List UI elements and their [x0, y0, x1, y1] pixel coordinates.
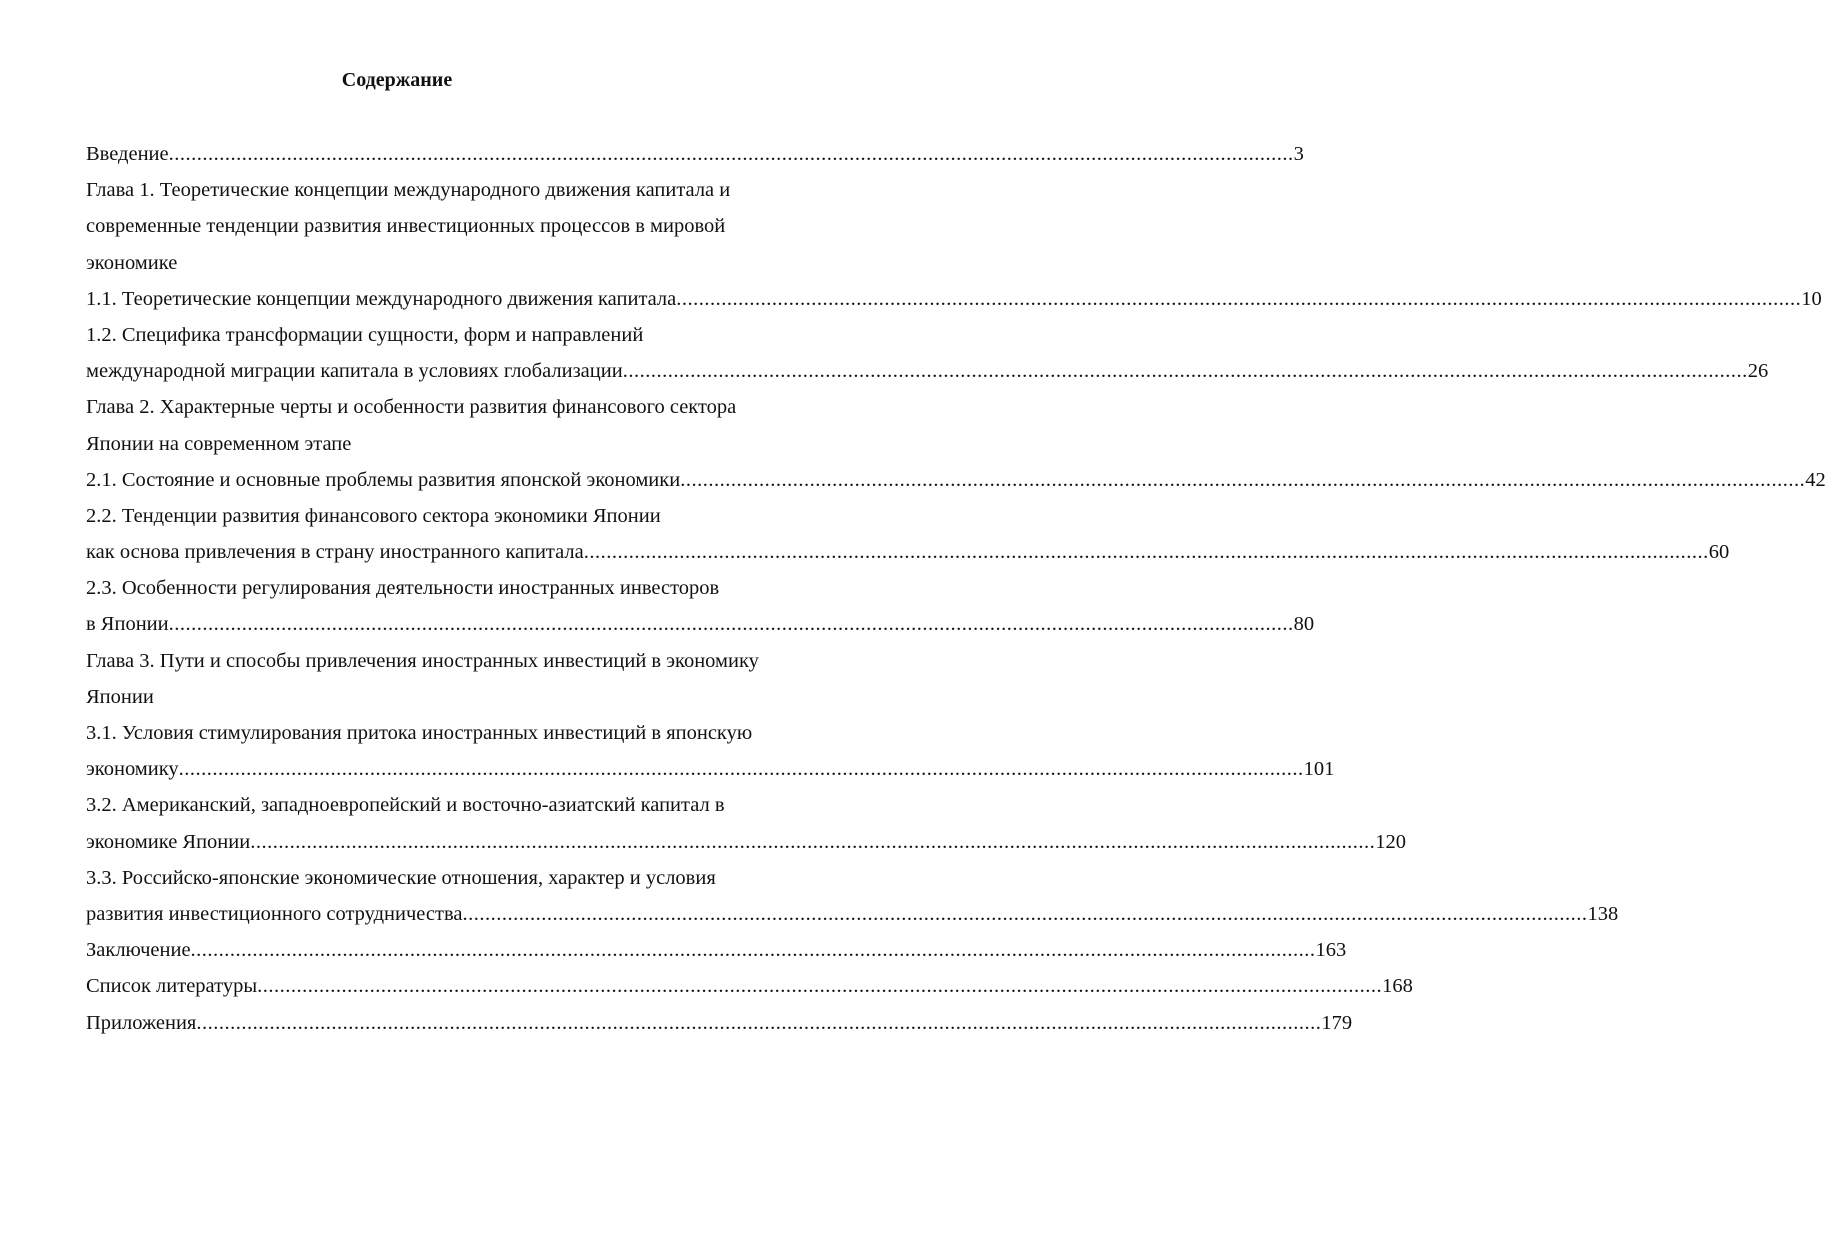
toc-page-number: 138 — [1587, 902, 1619, 925]
dot-leader: ........................................................................................................................................................................................................ — [190, 939, 1316, 962]
dot-leader: ........................................................................................................................................................................................................ — [257, 975, 1383, 998]
dot-leader: ........................................................................................................................................................................................................ — [462, 902, 1588, 925]
table-of-contents — [86, 136, 1826, 1041]
toc-chapter-2-line-2: Японии на современном этапе — [86, 432, 352, 455]
toc-entry-label: Заключение — [86, 939, 191, 962]
toc-entry-intro — [86, 136, 1304, 172]
dot-leader: ........................................................................................................................................................................................................ — [622, 360, 1748, 383]
toc-entry-label: международной миграции капитала в условиях глобализации — [86, 360, 623, 383]
dot-leader: ........................................................................................................................................................................................................ — [250, 830, 1376, 853]
toc-page-number: 3 — [1293, 143, 1304, 165]
toc-entry-label: экономике Японии — [86, 830, 251, 853]
toc-chapter-1-line-3: экономике — [86, 251, 178, 274]
dot-leader: ........................................................................................................................................................................................................ — [676, 287, 1802, 310]
toc-page-number: 60 — [1708, 541, 1730, 564]
toc-entry-label: Введение — [86, 143, 169, 165]
toc-chapter-1-line-1: Глава 1. Теоретические концепции международного движения капитала и — [86, 179, 731, 202]
dot-leader: ........................................................................................................................................................................................................ — [680, 468, 1806, 491]
toc-entry-3-2-line-1: 3.2. Американский, западноевропейский и восточно-азиатский капитал в — [86, 794, 725, 817]
toc-entry-label: в Японии — [86, 613, 169, 636]
toc-entry-appendices — [86, 1005, 1353, 1041]
dot-leader: ........................................................................................................................................................................................................ — [168, 143, 1294, 165]
toc-chapter-3-line-1: Глава 3. Пути и способы привлечения иностранных инвестиций в экономику — [86, 649, 759, 672]
toc-entry-label: 2.1. Состояние и основные проблемы развития японской экономики — [86, 468, 681, 491]
toc-entry-label: экономику — [86, 758, 179, 781]
toc-entry-3-1-line-1: 3.1. Условия стимулирования притока иностранных инвестиций в японскую — [86, 722, 753, 744]
toc-entry-conclusion — [86, 932, 1347, 968]
toc-chapter-2-line-1: Глава 2. Характерные черты и особенности развития финансового сектора — [86, 396, 737, 419]
toc-entry-2-3-line-1: 2.3. Особенности регулирования деятельности иностранных инвесторов — [86, 577, 720, 600]
toc-entry-2-3 — [86, 606, 1315, 642]
toc-entry-label: как основа привлечения в страну иностранного капитала — [86, 541, 584, 564]
toc-entry-label: 1.1. Теоретические концепции международного движения капитала — [86, 287, 677, 310]
toc-page-number: 80 — [1293, 613, 1315, 636]
toc-entry-3-2 — [86, 824, 1406, 860]
toc-page-number: 120 — [1375, 830, 1406, 853]
toc-entry-1-2-line-1: 1.2. Специфика трансформации сущности, форм и направлений — [86, 323, 644, 346]
toc-entry-3-3 — [86, 896, 1619, 932]
toc-entry-1-1 — [86, 281, 1822, 317]
toc-entry-3-3-line-1: 3.3. Российско-японские экономические отношения, характер и условия — [86, 866, 716, 889]
toc-page-number: 42 — [1805, 468, 1826, 491]
toc-page-number: 179 — [1321, 1011, 1353, 1034]
toc-entry-2-1 — [86, 462, 1826, 498]
toc-page-number: 26 — [1747, 360, 1769, 383]
dot-leader: ........................................................................................................................................................................................................ — [196, 1011, 1322, 1034]
toc-chapter-1-line-2: современные тенденции развития инвестиционных процессов в мировой — [86, 215, 726, 238]
toc-entry-label: Список литературы — [86, 975, 258, 998]
page-title: Содержание — [341, 69, 453, 91]
toc-entry-2-2-line-1: 2.2. Тенденции развития финансового сектора экономики Японии — [86, 504, 661, 527]
toc-entry-1-2 — [86, 353, 1769, 389]
toc-entry-label: Приложения — [86, 1011, 197, 1034]
toc-page-number: 168 — [1382, 975, 1413, 998]
dot-leader: ........................................................................................................................................................................................................ — [583, 541, 1709, 564]
toc-page-number: 163 — [1315, 939, 1347, 962]
toc-entry-label: развития инвестиционного сотрудничества — [86, 902, 463, 925]
toc-chapter-3-line-2: Японии — [86, 685, 154, 708]
toc-entry-2-2 — [86, 534, 1730, 570]
toc-page-number: 101 — [1303, 758, 1335, 781]
toc-entry-3-1 — [86, 751, 1335, 787]
dot-leader: ........................................................................................................................................................................................................ — [178, 758, 1304, 781]
toc-entry-references — [86, 968, 1413, 1004]
dot-leader: ........................................................................................................................................................................................................ — [168, 613, 1294, 636]
toc-page-number: 10 — [1801, 287, 1822, 310]
